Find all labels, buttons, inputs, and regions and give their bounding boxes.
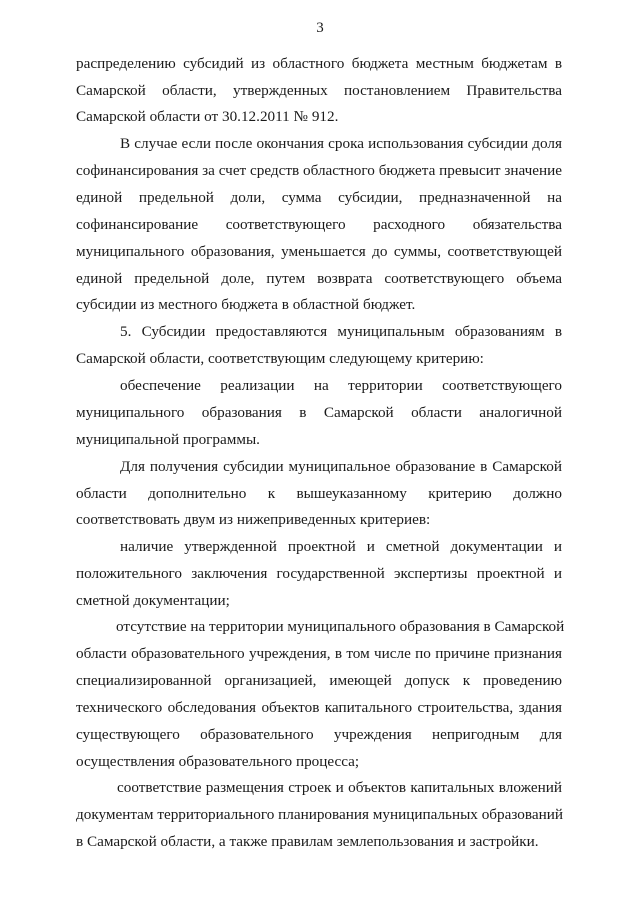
text-line: муниципального образования, уменьшается до суммы, соответствующей: [76, 243, 562, 260]
text-line: технического обследования объектов капитального строительства, здания: [76, 699, 562, 716]
text-line: осуществления образовательного процесса;: [76, 753, 360, 770]
text-line: единой предельной доле, путем возврата соответствующего объема: [76, 270, 562, 287]
text-line: положительного заключения государственной экспертизы проектной и: [76, 565, 562, 582]
text-line: муниципального образования в Самарской области аналогичной: [76, 404, 562, 421]
text-line: Самарской области от 30.12.2011 № 912.: [76, 108, 339, 125]
text-line: существующего образовательного учреждения непригодным для: [76, 726, 562, 743]
text-line: в Самарской области, а также правилам землепользования и застройки.: [76, 833, 539, 850]
text-line: субсидии из местного бюджета в областной бюджет.: [76, 296, 416, 313]
text-line: муниципальной программы.: [76, 431, 260, 448]
text-line: 5. Субсидии предоставляются муниципальным образованиям в: [120, 323, 562, 340]
text-line: Самарской области, соответствующим следующему критерию:: [76, 350, 484, 367]
text-line: области образовательного учреждения, в том числе по причине признания: [76, 645, 562, 662]
text-line: специализированной организацией, имеющей допуск к проведению: [76, 672, 562, 689]
text-line: софинансирования за счет средств областного бюджета превысит значение: [76, 162, 562, 179]
text-line: софинансирование соответствующего расходного обязательства: [76, 216, 562, 233]
text-line: соответствовать двум из нижеприведенных критериев:: [76, 511, 431, 528]
text-line: отсутствие на территории муниципального образования в Самарской: [116, 618, 565, 635]
text-line: Для получения субсидии муниципальное образование в Самарской: [120, 458, 562, 475]
text-line: области дополнительно к вышеуказанному критерию должно: [76, 485, 562, 502]
text-line: единой предельной доли, сумма субсидии, предназначенной на: [76, 189, 562, 206]
text-line: В случае если после окончания срока использования субсидии доля: [120, 135, 562, 152]
text-line: соответствие размещения строек и объектов капитальных вложений: [117, 779, 562, 796]
page-number: 3: [316, 20, 324, 36]
text-line: распределению субсидий из областного бюджета местным бюджетам в: [76, 55, 562, 72]
text-line: документам территориального планирования муниципальных образований: [76, 806, 563, 823]
text-line: наличие утвержденной проектной и сметной документации и: [120, 538, 562, 555]
text-line: сметной документации;: [76, 592, 230, 609]
text-line: обеспечение реализации на территории соответствующего: [120, 377, 562, 394]
text-line: Самарской области, утвержденных постановлением Правительства: [76, 82, 562, 99]
